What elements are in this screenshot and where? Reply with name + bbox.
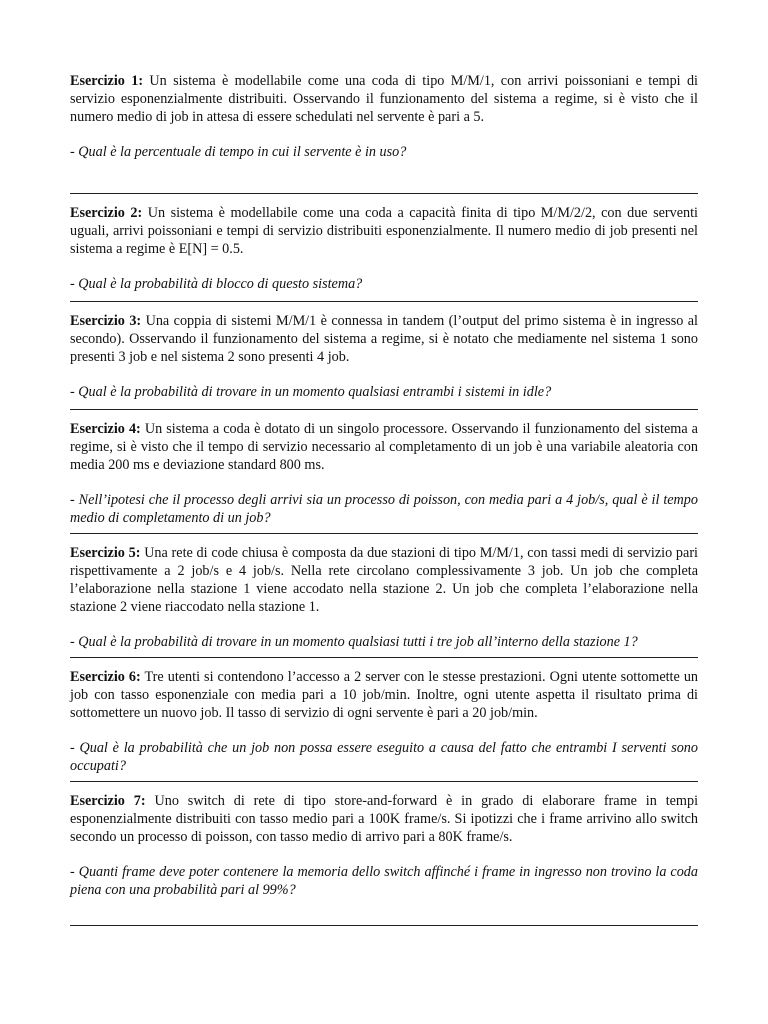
exercise-1-question: - Qual è la percentuale di tempo in cui il servente è in uso? xyxy=(70,144,407,160)
exercise-6-statement xyxy=(70,668,698,722)
divider xyxy=(70,657,698,658)
exercise-1-text: Un sistema è modellabile come una coda di tipo M/M/1, con arrivi poissoniani e tempi di servizio esponenzialmente distribuiti. Osservando il funzionamento del sistema a regime, si è visto che il numero medio di job in attesa di essere schedulati nel servente è pari a 5. xyxy=(70,73,698,125)
exercise-4-label: Esercizio 4: xyxy=(70,421,141,437)
exercise-5-text: Una rete di code chiusa è composta da due stazioni di tipo M/M/1, con tassi medi di servizio pari rispettivamente a 2 job/s e 4 job/s. Nella rete circolano complessivamente 3 job. Un job che completa l’elaborazione nella stazione 1 viene accodato nella stazione 2. Un job che completa l’elaborazione nella stazione 2 viene riaccodato nella stazione 1. xyxy=(70,545,698,615)
exercise-5 xyxy=(70,544,698,657)
divider xyxy=(70,533,698,534)
exercise-4-text: Un sistema a coda è dotato di un singolo processore. Osservando il funzionamento del sistema a regime, si è visto che il tempo di servizio necessario al completamento di un job è una variabile aleatoria con media 200 ms e deviazione standard 800 ms. xyxy=(70,421,698,473)
exercise-1 xyxy=(70,72,698,193)
exercise-4-statement xyxy=(70,420,698,474)
exercise-3-question: - Qual è la probabilità di trovare in un momento qualsiasi entrambi i sistemi in idle? xyxy=(70,384,552,400)
exercise-5-question: - Qual è la probabilità di trovare in un momento qualsiasi tutti i tre job all’interno della stazione 1? xyxy=(70,634,638,650)
exercise-sheet xyxy=(70,72,698,936)
exercise-3-text: Una coppia di sistemi M/M/1 è connessa in tandem (l’output del primo sistema è in ingresso al secondo). Osservando il funzionamento del sistema a regime, si è notato che mediamente nel sistema 1 sono presenti 3 job e nel sistema 2 sono presenti 4 job. xyxy=(70,313,698,365)
exercise-2-label: Esercizio 2: xyxy=(70,205,143,221)
exercise-5-label: Esercizio 5: xyxy=(70,545,141,561)
divider xyxy=(70,193,698,194)
exercise-4-question: - Nell’ipotesi che il processo degli arrivi sia un processo di poisson, con media pari a 4 job/s, qual è il tempo medio di completamento di un job? xyxy=(70,492,698,526)
exercise-3 xyxy=(70,312,698,409)
divider xyxy=(70,925,698,926)
exercise-6-text: Tre utenti si contendono l’accesso a 2 server con le stesse prestazioni. Ogni utente sottomette un job con tasso esponenziale con media pari a 10 job/min. Inoltre, ogni utente aspetta il risultato prima di sottomettere un nuovo job. Il tasso di servizio di ogni servente è pari a 20 job/min. xyxy=(70,669,699,721)
exercise-5-statement xyxy=(70,544,698,616)
exercise-6-question: - Qual è la probabilità che un job non possa essere eseguito a causa del fatto che entrambi I serventi sono occupati? xyxy=(70,740,698,774)
exercise-2-text: Un sistema è modellabile come una coda a capacità finita di tipo M/M/2/2, con due serventi uguali, arrivi poissoniani e tempi di servizio distribuiti esponenzialmente. Il numero medio di job presenti nel sistema a regime è E[N] = 0.5. xyxy=(70,205,698,257)
divider xyxy=(70,409,698,410)
exercise-3-statement xyxy=(70,312,698,366)
exercise-7-statement xyxy=(70,792,698,846)
exercise-2 xyxy=(70,204,698,301)
exercise-7-label: Esercizio 7: xyxy=(70,793,146,809)
exercise-2-statement xyxy=(70,204,698,258)
exercise-7-question: - Quanti frame deve poter contenere la memoria dello switch affinché i frame in ingresso non trovino la coda piena con una probabilità pari al 99%? xyxy=(70,864,698,898)
exercise-6-label: Esercizio 6: xyxy=(70,669,141,685)
exercise-2-question: - Qual è la probabilità di blocco di questo sistema? xyxy=(70,276,363,292)
exercise-7 xyxy=(70,792,698,925)
exercise-1-label: Esercizio 1: xyxy=(70,73,144,89)
exercise-6 xyxy=(70,668,698,781)
exercise-7-text: Uno switch di rete di tipo store-and-forward è in grado di elaborare frame in tempi esponenzialmente distribuiti con tasso medio pari a 100K frame/s. Si ipotizzi che i frame arrivino allo switch secondo un processo di poisson, con tasso medio di arrivo pari a 80K frame/s. xyxy=(70,793,699,845)
divider xyxy=(70,781,698,782)
exercise-3-label: Esercizio 3: xyxy=(70,313,142,329)
exercise-1-statement xyxy=(70,72,698,126)
divider xyxy=(70,301,698,302)
exercise-4 xyxy=(70,420,698,533)
